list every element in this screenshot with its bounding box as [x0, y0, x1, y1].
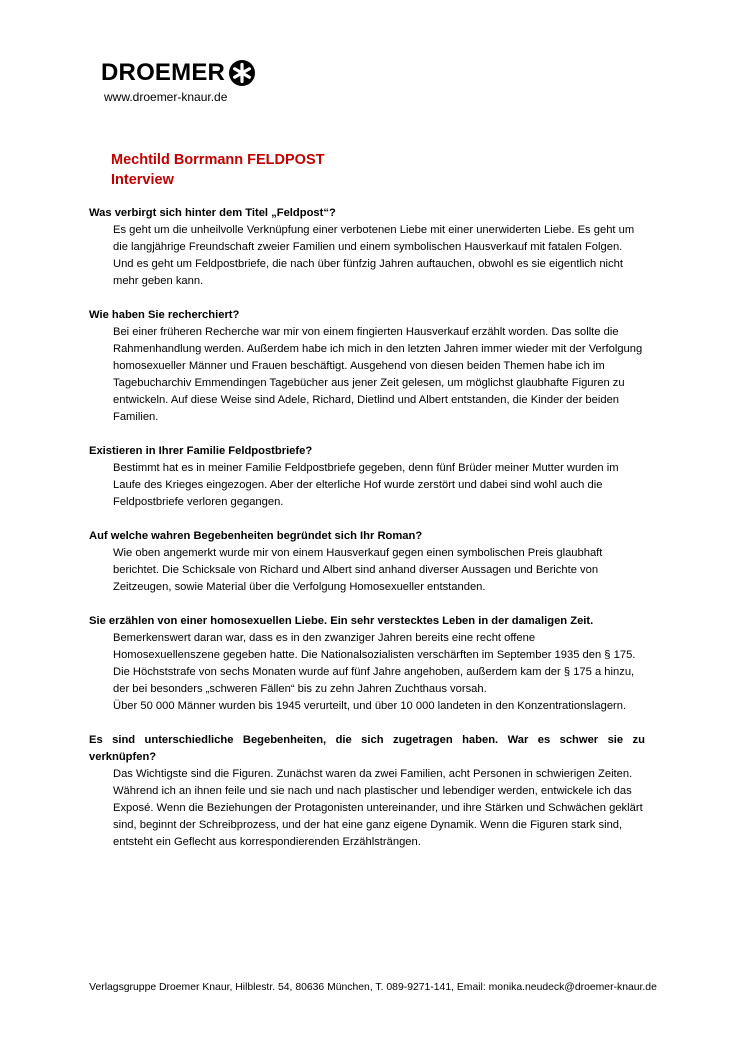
qa-block	[89, 613, 645, 715]
answer	[113, 324, 645, 426]
answer-paragraph: Bemerkenswert daran war, dass es in den zwanziger Jahren bereits eine recht offene Homosexuellenszene gegeben hatte. Die Nationalsozialisten verschärften im September 1935 den § 175. Die Höchststrafe von sechs Monaten wurde auf fünf Jahre angehoben, außerdem kam der § 175 a hinzu, der bei besonders „schweren Fällen“ bis zu zehn Jahren Zuchthaus vorsah.	[113, 632, 636, 695]
question	[89, 732, 645, 766]
qa-block	[89, 443, 645, 511]
document-title: Mechtild Borrmann FELDPOST	[111, 152, 325, 168]
qa-block	[89, 205, 645, 290]
answer	[113, 766, 645, 851]
answer-paragraph: Bei einer früheren Recherche war mir von einem fingierten Hausverkauf erzählt worden. Das sollte die Rahmenhandlung werden. Außerdem habe ich mich in den letzten Jahren immer wieder mit der Verfolgung homosexueller Männer und Frauen beschäftigt. Ausgehend von diesen beiden Themen habe ich im Tagebucharchiv Emmendingen Tagebücher aus jener Zeit gelesen, um möglichst glaubhafte Figuren zu entwickeln. Auf diese Weise sind Adele, Richard, Dietlind und Albert entstanden, die Kinder der beiden Familien.	[113, 326, 643, 423]
publisher-logo	[101, 57, 256, 89]
answer	[113, 222, 645, 290]
logo-text: DROEMER	[101, 59, 226, 86]
question-line: verknüpfen?	[89, 751, 157, 763]
question: Was verbirgt sich hinter dem Titel „Feldpost“?	[89, 207, 336, 219]
answer	[113, 460, 645, 511]
answer-paragraph: Das Wichtigste sind die Figuren. Zunächst waren da zwei Familien, acht Personen in schwierigen Zeiten. Während ich an ihnen feile und sie nach und nach plastischer und lebendiger werden, entwickele ich das Exposé. Wenn die Beziehungen der Protagonisten untereinander, und ihre Stärken und Schwächen geklärt sind, beginnt der Schreibprozess, und der hat eine ganz eigene Dynamik. Wenn die Figuren stark sind, entsteht ein Geflecht aus korrespondierenden Erzählsträngen.	[113, 768, 643, 848]
answer-paragraph: Es geht um die unheilvolle Verknüpfung einer verbotenen Liebe mit einer unerwiderten Liebe. Es geht um die langjährige Freundschaft zweier Familien und einem symbolischen Hausverkauf mit fatalen Folgen. Und es geht um Feldpostbriefe, die nach über fünfzig Jahren auftauchen, obwohl es sie eigentlich nicht mehr geben kann.	[113, 224, 635, 287]
question: Auf welche wahren Begebenheiten begründet sich Ihr Roman?	[89, 530, 423, 542]
question-line: Es sind unterschiedliche Begebenheiten, die sich zugetragen haben. War es schwer sie zu	[89, 734, 645, 746]
asterisk-circle-icon	[228, 59, 256, 87]
footer-contact: Verlagsgruppe Droemer Knaur, Hilblestr. 54, 80636 München, T. 089-9271-141, Email: monika.neudeck@droemer-knaur.de	[89, 982, 657, 993]
qa-block	[89, 732, 645, 851]
qa-block	[89, 307, 645, 426]
answer	[113, 630, 645, 715]
document-subtitle: Interview	[111, 172, 174, 188]
answer-paragraph: Bestimmt hat es in meiner Familie Feldpostbriefe gegeben, denn fünf Brüder meiner Mutter wurden im Laufe des Krieges eingezogen. Aber der elterliche Hof wurde zerstört und dabei sind wohl auch die Feldpostbriefe verloren gegangen.	[113, 462, 619, 508]
question: Sie erzählen von einer homosexuellen Liebe. Ein sehr verstecktes Leben in der damaligen Zeit.	[89, 615, 594, 627]
answer	[113, 545, 645, 596]
website-link[interactable]: www.droemer-knaur.de	[104, 90, 228, 104]
interview-body	[89, 205, 645, 868]
question: Existieren in Ihrer Familie Feldpostbriefe?	[89, 445, 313, 457]
question: Wie haben Sie recherchiert?	[89, 309, 240, 321]
qa-block	[89, 528, 645, 596]
answer-paragraph: Wie oben angemerkt wurde mir von einem Hausverkauf gegen einen symbolischen Preis glaubhaft berichtet. Die Schicksale von Richard und Albert sind anhand diverser Aussagen und Berichte von Zeitzeugen, sowie Material über die Verfolgung Homosexueller entstanden.	[113, 547, 603, 593]
answer-paragraph: Über 50 000 Männer wurden bis 1945 verurteilt, und über 10 000 landeten in den Konzentrationslagern.	[113, 700, 627, 712]
